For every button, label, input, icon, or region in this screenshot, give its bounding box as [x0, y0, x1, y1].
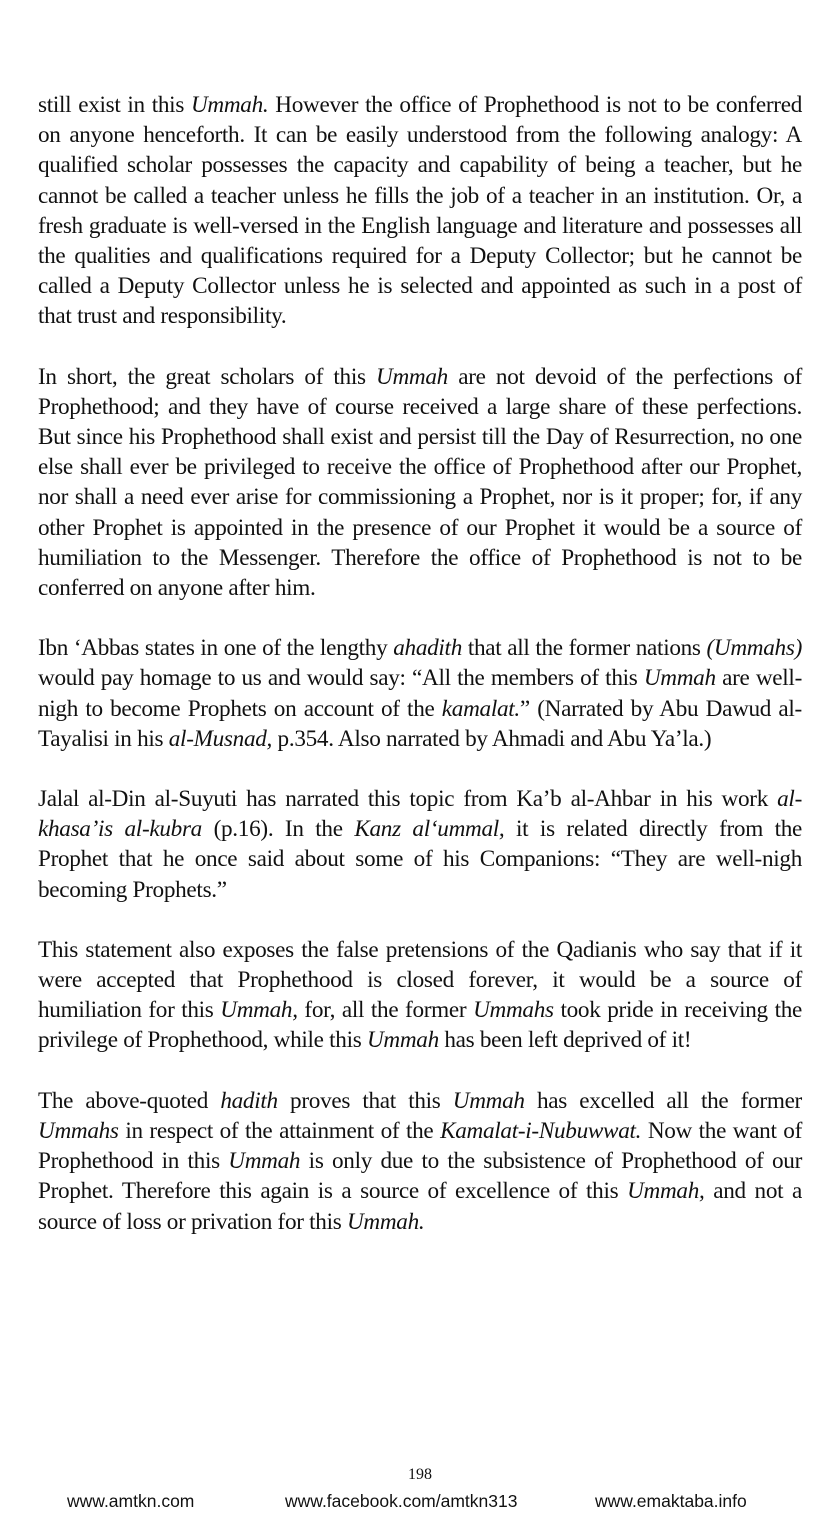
italic-term: Ummah	[452, 1087, 525, 1114]
italic-term: kamalat.	[441, 695, 520, 722]
italic-term: al-khasa’is al-kubra	[38, 786, 802, 843]
footer-link-facebook[interactable]: www.facebook.com/amtkn313	[285, 1491, 518, 1511]
italic-term: Ummah,	[627, 1178, 705, 1205]
italic-term: Ummah,	[220, 997, 298, 1024]
italic-term: Kanz al‘ummal,	[354, 816, 505, 843]
italic-term: hadith	[220, 1087, 278, 1114]
italic-term: al-Musnad,	[168, 725, 273, 752]
italic-term: Ummah	[228, 1148, 301, 1175]
italic-term: Ummah.	[190, 92, 269, 118]
paragraph: Jalal al-Din al-Suyuti has narrated this topic from Ka’b al-Ahbar in his work al-khasa’is al-kubra (p.16). In the Kanz al‘ummal, it is related directly from the Prophet that he once said about some of his Companions: “They are well-nigh becoming Prophets.”	[38, 786, 802, 903]
footer-links	[0, 1491, 840, 1515]
page-body	[38, 90, 802, 1237]
paragraph: Ibn ‘Abbas states in one of the lengthy ahadith that all the former nations (Ummahs) would pay homage to us and would say: “All the members of this Ummah are well-nigh to become Prophets on account of the kamalat.” (Narrated by Abu Dawud al-Tayalisi in his al-Musnad, p.354. Also narrated by Ahmadi and Abu Ya’la.)	[38, 635, 802, 752]
italic-term: Ummah	[643, 665, 716, 692]
paragraph: The above-quoted hadith proves that this Ummah has excelled all the former Ummahs in respect of the attainment of the Kamalat-i-Nubuwwat. Now the want of Prophethood in this Ummah is only due to the subsistence of Prophethood of our Prophet. Therefore this again is a source of excellence of this Ummah, and not a source of loss or privation for this Ummah.	[38, 1087, 803, 1235]
paragraph: This statement also exposes the false pretensions of the Qadianis who say that if it were accepted that Prophethood is closed forever, it would be a source of humiliation for this Ummah, for, all the former Ummahs took pride in receiving the privilege of Prophethood, while this Ummah has been left deprived of it!	[38, 936, 803, 1054]
italic-term: Ummahs	[38, 1117, 119, 1144]
italic-term: Ummah	[376, 363, 448, 390]
italic-term: Ummah	[366, 1027, 439, 1054]
footer-link-emaktaba[interactable]: www.emaktaba.info	[595, 1491, 747, 1511]
page-number: 198	[408, 1466, 432, 1483]
paragraph: still exist in this Ummah. However the office of Prophethood is not to be conferred on anyone henceforth. It can be easily understood from the following analogy: A qualified scholar possesses the capacity and capability of being a teacher, but he cannot be called a teacher unless he fills the job of a teacher in an institution. Or, a fresh graduate is well-versed in the English language and literature and possesses all the qualities and qualifications required for a Deputy Collector; but he cannot be called a Deputy Collector unless he is selected and appointed as such in a post of that trust and responsibility.	[38, 92, 802, 330]
italic-term: Kamalat-i-Nubuwwat.	[440, 1117, 642, 1144]
italic-term: Ummahs	[473, 997, 554, 1024]
italic-term: Ummah.	[346, 1208, 425, 1235]
italic-term: (Ummahs)	[706, 635, 802, 662]
paragraph: In short, the great scholars of this Ummah are not devoid of the perfections of Prophethood; and they have of course received a large share of these perfections. But since his Prophethood shall exist and persist till the Day of Resurrection, no one else shall ever be privileged to receive the office of Prophethood after our Prophet, nor shall a need ever arise for commissioning a Prophet, nor is it proper; for, if any other Prophet is appointed in the presence of our Prophet it would be a source of humiliation to the Messenger. Therefore the office of Prophethood is not to be conferred on anyone after him.	[38, 363, 802, 602]
footer-link-amtkn[interactable]: www.amtkn.com	[67, 1491, 195, 1511]
italic-term: ahadith	[393, 635, 462, 662]
